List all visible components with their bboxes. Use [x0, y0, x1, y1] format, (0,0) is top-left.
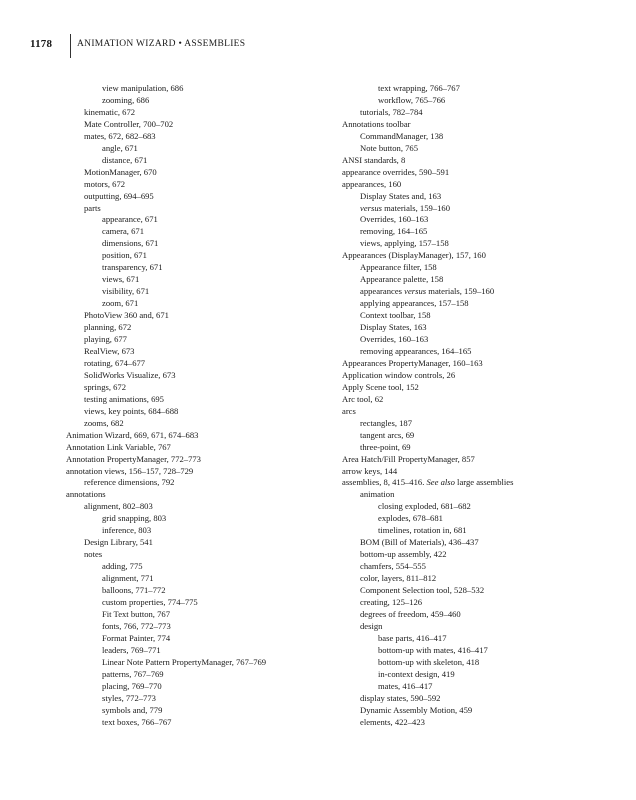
index-entry: Appearances (DisplayManager), 157, 160	[342, 250, 486, 261]
index-entry: Area Hatch/Fill PropertyManager, 857	[342, 453, 475, 464]
index-entry: Context toolbar, 158	[360, 310, 431, 321]
index-entry: kinematic, 672	[84, 106, 136, 117]
index-entry: creating, 125–126	[360, 596, 423, 607]
index-entry: Overrides, 160–163	[360, 214, 429, 225]
index-entry: Note button, 765	[360, 142, 419, 153]
index-entry: appearance, 671	[102, 214, 158, 225]
index-entry: playing, 677	[84, 334, 127, 345]
index-entry: custom properties, 774–775	[102, 596, 198, 607]
index-entry: visibility, 671	[102, 286, 150, 297]
index-entry: appearances, 160	[342, 178, 402, 189]
index-entry: design	[360, 620, 383, 631]
header-divider	[70, 34, 71, 58]
index-entry: Design Library, 541	[84, 537, 153, 548]
index-entry: springs, 672	[84, 381, 127, 392]
index-entry: transparency, 671	[102, 262, 163, 273]
index-entry: arcs	[342, 405, 356, 416]
index-entry: Application window controls, 26	[342, 369, 456, 380]
index-entry: timelines, rotation in, 681	[378, 525, 467, 536]
index-entry: MotionManager, 670	[84, 166, 157, 177]
index-entry: adding, 775	[102, 561, 143, 572]
running-head: ANIMATION WIZARD • ASSEMBLIES	[77, 39, 246, 49]
index-entry: Annotation Link Variable, 767	[66, 441, 171, 452]
index-entry: BOM (Bill of Materials), 436–437	[360, 537, 479, 548]
index-entry: removing, 164–165	[360, 226, 428, 237]
index-entry: CommandManager, 138	[360, 130, 444, 141]
index-entry: appearances versus materials, 159–160	[360, 286, 495, 297]
index-entry: zooming, 686	[102, 94, 150, 105]
index-entry: Component Selection tool, 528–532	[360, 585, 485, 596]
index-entry: workflow, 765–766	[378, 94, 446, 105]
index-entry: versus materials, 159–160	[360, 202, 450, 213]
index-entry: bottom-up with skeleton, 418	[378, 656, 480, 667]
index-entry: angle, 671	[102, 142, 138, 153]
index-entry: testing animations, 695	[84, 393, 164, 404]
index-entry: annotation views, 156–157, 728–729	[66, 465, 194, 476]
index-entry: Animation Wizard, 669, 671, 674–683	[66, 429, 199, 440]
index-column-right	[342, 83, 612, 728]
index-entry: bottom-up assembly, 422	[360, 549, 447, 560]
index-entry: bottom-up with mates, 416–417	[378, 644, 488, 655]
index-entry: three-point, 69	[360, 441, 411, 452]
index-entry: assemblies, 8, 415–416. See also large assemblies	[342, 477, 514, 488]
index-entry: alignment, 802–803	[84, 501, 153, 512]
index-entry: ANSI standards, 8	[342, 154, 406, 165]
index-entry: text boxes, 766–767	[102, 716, 172, 727]
index-entry: text wrapping, 766–767	[378, 83, 460, 93]
index-entry: arrow keys, 144	[342, 465, 398, 476]
index-entry: reference dimensions, 792	[84, 477, 175, 488]
page-number: 1178	[30, 38, 53, 50]
index-entry: placing, 769–770	[102, 680, 162, 691]
index-entry: Apply Scene tool, 152	[342, 381, 419, 392]
index-entry: Fit Text button, 767	[102, 608, 170, 619]
index-entry: grid snapping, 803	[102, 513, 167, 524]
index-entry: Mate Controller, 700–702	[84, 118, 174, 129]
index-entry: Appearances PropertyManager, 160–163	[342, 357, 483, 368]
index-entry: applying appearances, 157–158	[360, 298, 469, 309]
index-entry: mates, 416–417	[378, 680, 433, 691]
index-entry: notes	[84, 549, 103, 560]
index-entry: symbols and, 779	[102, 704, 163, 715]
index-entry: closing exploded, 681–682	[378, 501, 471, 512]
index-entry: chamfers, 554–555	[360, 561, 426, 572]
index-entry: Display States and, 163	[360, 190, 442, 201]
index-entry: views, key points, 684–688	[84, 405, 179, 416]
index-entry: Linear Note Pattern PropertyManager, 767–769	[102, 656, 267, 667]
index-entry: mates, 672, 682–683	[84, 130, 156, 141]
index-entry: RealView, 673	[84, 345, 135, 356]
index-entry: degrees of freedom, 459–460	[360, 608, 461, 619]
index-entry: alignment, 771	[102, 573, 154, 584]
index-entry: Appearance palette, 158	[360, 274, 444, 285]
index-entry: position, 671	[102, 250, 147, 261]
index-entry: Dynamic Assembly Motion, 459	[360, 704, 473, 715]
index-entry: views, applying, 157–158	[360, 238, 449, 249]
index-entry: rotating, 674–677	[84, 357, 146, 368]
index-entry: Arc tool, 62	[342, 393, 384, 404]
index-entry: color, layers, 811–812	[360, 573, 437, 584]
index-entry: base parts, 416–417	[378, 632, 447, 643]
index-entry: balloons, 771–772	[102, 585, 166, 596]
index-entry: tutorials, 782–784	[360, 106, 423, 117]
index-entry: zoom, 671	[102, 298, 139, 309]
page-header	[30, 34, 245, 58]
index-entry: Format Painter, 774	[102, 632, 171, 643]
index-entry: appearance overrides, 590–591	[342, 166, 450, 177]
index-entry: parts	[84, 202, 101, 213]
index-entry: Display States, 163	[360, 322, 427, 333]
index-entry: inference, 803	[102, 525, 152, 536]
index-entry: tangent arcs, 69	[360, 429, 415, 440]
index-entry: camera, 671	[102, 226, 144, 237]
index-entry: display states, 590–592	[360, 692, 441, 703]
index-entry: elements, 422–423	[360, 716, 425, 727]
index-entry: Annotations toolbar	[342, 118, 411, 129]
index-entry: animation	[360, 489, 395, 500]
index-column-left	[66, 83, 336, 728]
index-entry: patterns, 767–769	[102, 668, 164, 679]
index-entry: PhotoView 360 and, 671	[84, 310, 169, 321]
index-entry: distance, 671	[102, 154, 148, 165]
index-entry: Appearance filter, 158	[360, 262, 437, 273]
index-entry: view manipulation, 686	[102, 83, 184, 93]
index-entry: planning, 672	[84, 322, 132, 333]
index-entry: in-context design, 419	[378, 668, 455, 679]
index-entry: dimensions, 671	[102, 238, 159, 249]
index-entry: fonts, 766, 772–773	[102, 620, 171, 631]
index-entry: outputting, 694–695	[84, 190, 154, 201]
index-entry: rectangles, 187	[360, 417, 413, 428]
index-entry: styles, 772–773	[102, 692, 156, 703]
index-entry: motors, 672	[84, 178, 126, 189]
index-entry: zooms, 682	[84, 417, 124, 428]
index-entry: explodes, 678–681	[378, 513, 443, 524]
index-entry: Overrides, 160–163	[360, 334, 429, 345]
index-entry: SolidWorks Visualize, 673	[84, 369, 176, 380]
index-entry: removing appearances, 164–165	[360, 345, 472, 356]
index-entry: leaders, 769–771	[102, 644, 161, 655]
index-entry: views, 671	[102, 274, 140, 285]
index-entry: annotations	[66, 489, 106, 500]
index-entry: Annotation PropertyManager, 772–773	[66, 453, 201, 464]
